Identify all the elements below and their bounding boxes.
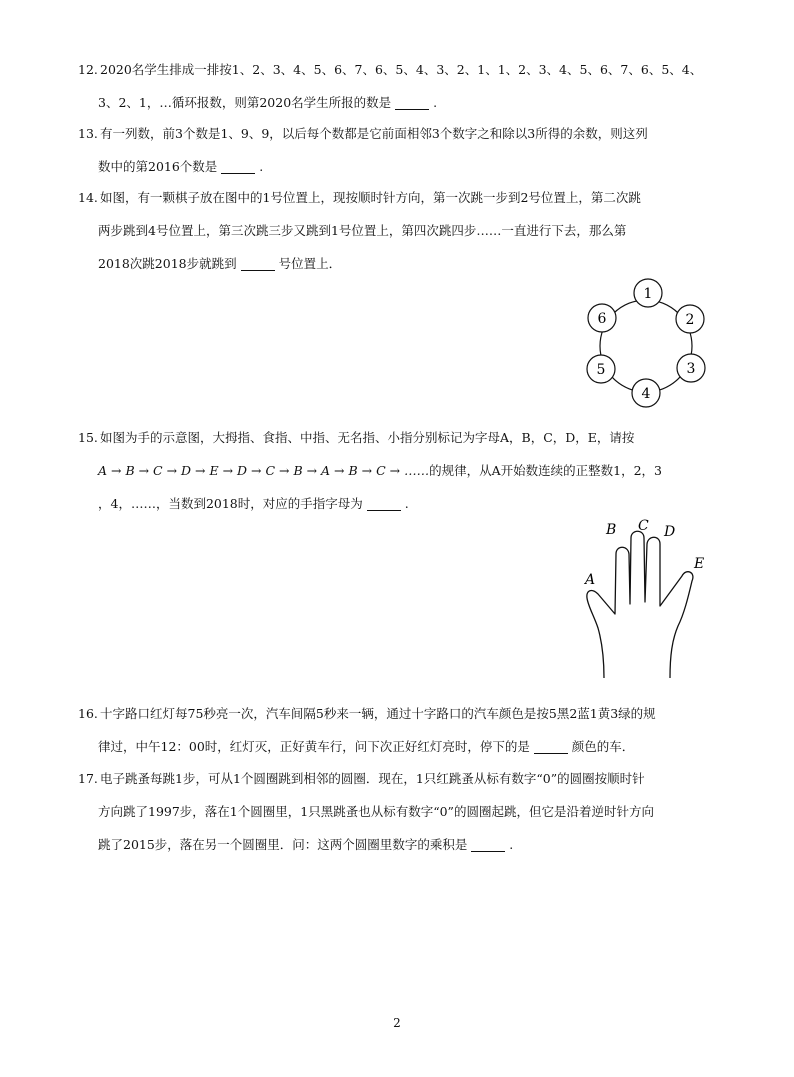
question-text: 有一列数，前3个数是1、9、9，以后每个数都是它前面相邻3个数字之和除以3所得的余数，则这列 <box>100 126 648 141</box>
question-text: . <box>433 95 438 110</box>
question-text: 如图为手的示意图，大拇指、食指、中指、无名指、小指分别标记为字母A，B，C，D，E，请按 <box>100 430 635 445</box>
question-text: 如图，有一颗棋子放在图中的1号位置上，现按顺时针方向，第一次跳一步到2号位置上，第二次跳 <box>100 190 641 205</box>
finger-label-b: B <box>606 522 617 538</box>
ring-node-label: 1 <box>643 286 653 302</box>
answer-blank[interactable] <box>367 495 401 511</box>
question-text: 颜色的车． <box>571 739 635 754</box>
question-16 <box>78 697 718 763</box>
finger-label-c: C <box>638 518 649 534</box>
ring-node-1 <box>634 279 662 307</box>
answer-blank[interactable] <box>534 738 568 754</box>
answer-blank[interactable] <box>395 94 429 110</box>
question-text: 律过，中午12：00时，红灯灭，正好黄车行，问下次正好红灯亮时，停下的是 <box>98 739 530 754</box>
ring-node-label: 6 <box>597 311 607 327</box>
ring-node-label: 5 <box>596 362 606 378</box>
question-text: 电子跳蚤每跳1步，可从1个圆圈跳到相邻的圆圈．现在，1只红跳蚤从标有数字“0”的圆圈按顺时针 <box>100 771 645 786</box>
question-number: 16. <box>78 706 98 721</box>
finger-label-d: D <box>664 524 676 540</box>
question-text: 跳了2015步，落在另一个圆圈里．问：这两个圆圈里数字的乘积是 <box>98 837 468 852</box>
circle-ring-figure <box>580 276 715 410</box>
ring-node-label: 2 <box>685 312 695 328</box>
question-text: 2018次跳2018步就跳到 <box>98 256 237 271</box>
hand-outline <box>587 531 693 678</box>
question-text: 方向跳了1997步，落在1个圆圈里，1只黑跳蚤也从标有数字“0”的圆圈起跳，但它是沿着逆时针方向 <box>98 804 654 819</box>
question-text: 的规律，从A开始数连续的正整数1，2，3 <box>429 463 662 478</box>
question-number: 13. <box>78 126 98 141</box>
question-text: 十字路口红灯每75秒亮一次，汽车间隔5秒来一辆，通过十字路口的汽车颜色是按5黑2蓝1黄3绿的规 <box>100 706 656 721</box>
page-number: 2 <box>393 1016 401 1030</box>
question-text: 号位置上． <box>278 256 342 271</box>
question-13 <box>78 117 718 183</box>
answer-blank[interactable] <box>471 836 505 852</box>
question-text: . <box>259 159 264 174</box>
finger-sequence: A → B → C → D → E → D → C → B → A → B → C → …… <box>98 463 430 478</box>
question-number: 14. <box>78 190 98 205</box>
question-text: . <box>404 496 409 511</box>
question-text: 数中的第2016个数是 <box>98 159 218 174</box>
ring-node-3 <box>677 354 705 382</box>
ring-node-label: 3 <box>686 361 696 377</box>
question-number: 17. <box>78 771 98 786</box>
question-number: 12. <box>78 62 98 77</box>
question-text: 3、2、1，…循环报数，则第2020名学生所报的数是 <box>98 95 392 110</box>
ring-node-4 <box>632 379 660 407</box>
ring-node-6 <box>588 304 616 332</box>
ring-node-5 <box>587 355 615 383</box>
ring-node-label: 4 <box>641 386 651 402</box>
question-14 <box>78 181 718 280</box>
hand-figure <box>578 518 713 683</box>
question-12 <box>78 53 718 119</box>
question-text: 2020名学生排成一排按1、2、3、4、5、6、7、6、5、4、3、2、1、1、2、3、4、5、6、7、6、5、4、 <box>100 62 703 77</box>
answer-blank[interactable] <box>241 255 275 271</box>
question-text: 两步跳到4号位置上，第三次跳三步又跳到1号位置上，第四次跳四步……一直进行下去，那么第 <box>98 223 627 238</box>
finger-label-a: A <box>585 572 596 588</box>
question-number: 15. <box>78 430 98 445</box>
ring-node-2 <box>676 305 704 333</box>
answer-blank[interactable] <box>221 158 255 174</box>
question-15 <box>78 421 718 520</box>
finger-label-e: E <box>694 556 705 572</box>
question-text: ，4，……，当数到2018时，对应的手指字母为 <box>98 496 363 511</box>
question-17 <box>78 762 718 861</box>
question-text: . <box>509 837 514 852</box>
